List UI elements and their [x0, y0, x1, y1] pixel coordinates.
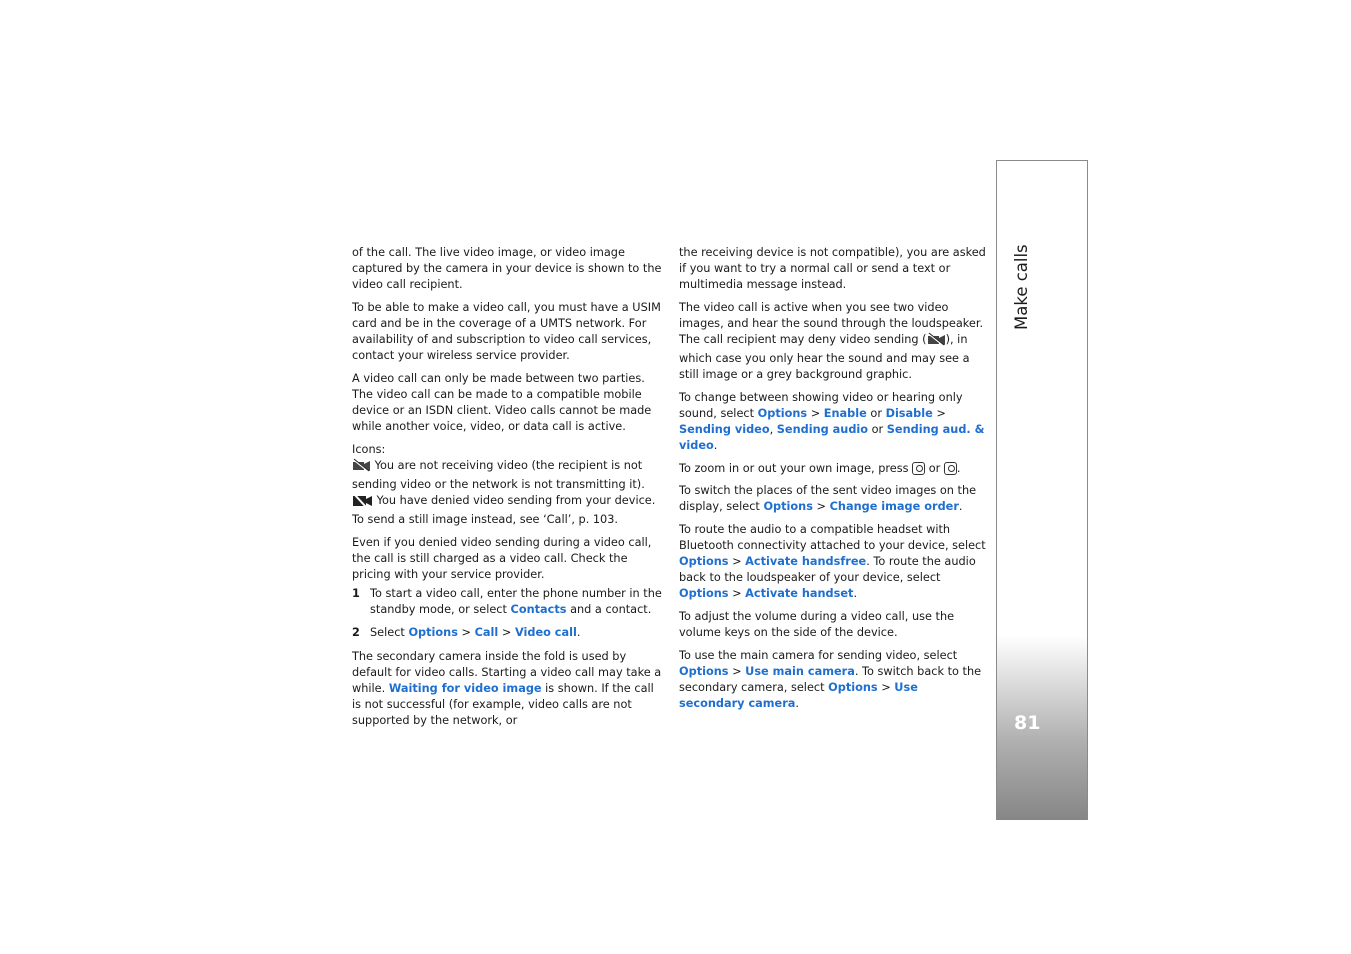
separator: > — [812, 500, 830, 514]
paragraph: To adjust the volume during a video call, use the volume keys on the side of the device. — [679, 609, 955, 639]
use-secondary-camera-link: Use secondary camera — [679, 680, 918, 710]
text: is shown. If the call is not successful (for example, video calls are not supported by the network, or — [352, 682, 654, 728]
activate-handset-link: Activate handset — [745, 587, 854, 601]
punctuation: . — [713, 439, 718, 453]
video-not-received-icon — [927, 332, 946, 351]
use-main-camera-link: Use main camera — [745, 664, 855, 678]
step-text: Select — [370, 625, 409, 639]
paragraph — [352, 649, 662, 729]
options-link: Options — [828, 680, 878, 694]
video-sending-denied-icon — [352, 494, 373, 512]
options-link: Options — [679, 587, 729, 601]
separator: > — [807, 406, 824, 420]
punctuation: . — [576, 625, 581, 639]
list-item — [352, 625, 662, 641]
separator: or — [868, 422, 887, 436]
paragraph — [679, 461, 987, 477]
list-item — [352, 586, 662, 618]
section-title: Make calls — [1012, 244, 1031, 330]
icons-heading: Icons: — [352, 442, 386, 456]
paragraph: the receiving device is not compatible), you are asked if you want to try a normal call or send a text or multimedia message instead. — [679, 246, 986, 292]
separator: > — [728, 587, 746, 601]
separator: or — [866, 406, 886, 420]
paragraph — [679, 483, 987, 515]
text: To change between showing video or hearing only sound, select — [679, 390, 963, 420]
enable-link: Enable — [823, 406, 867, 420]
waiting-for-video-image-link: Waiting for video image — [388, 682, 542, 696]
step-text: and a contact. — [566, 603, 652, 617]
step-number: 1 — [352, 587, 360, 601]
step-number: 2 — [352, 625, 360, 639]
sending-aud-and-video-link: Sending aud. & video — [679, 422, 985, 453]
paragraph — [679, 300, 987, 383]
paragraph: of the call. The live video image, or video image captured by the camera in your device is shown to the video call recipient. — [352, 246, 662, 292]
steps-list — [352, 586, 662, 641]
text: The secondary camera inside the fold is used by default for video calls. Starting a video call may take a while. — [352, 650, 662, 696]
paragraph: Even if you denied video sending during a video call, the call is still charged as a video call. Check the pricing with your service provider. — [352, 535, 652, 581]
punctuation: . — [958, 500, 963, 514]
text: ), in which case you only hear the sound and may see a still image or a grey background graphic. — [679, 332, 970, 382]
separator: > — [728, 664, 746, 678]
text: To use the main camera for sending video, select — [679, 648, 958, 662]
zoom-out-key-icon — [944, 462, 957, 475]
icons-section — [352, 442, 662, 528]
separator: , — [769, 422, 777, 436]
options-link: Options — [757, 406, 808, 420]
activate-handsfree-link: Activate handsfree — [745, 555, 867, 569]
paragraph: A video call can only be made between two parties. The video call can be made to a compatible mobile device or an ISDN client. Video calls cannot be made while another voice, video, or data call is active. — [352, 371, 652, 433]
separator: > — [932, 406, 946, 420]
sending-audio-link: Sending audio — [776, 422, 869, 436]
icon-description: You have denied video sending from your device. To send a still image instead, see ‘Call’, p. 103. — [352, 493, 656, 526]
options-link: Options — [408, 625, 458, 639]
text: To zoom in or out your own image, press — [679, 461, 913, 475]
call-link: Call — [474, 625, 499, 639]
page-number: 81 — [1014, 712, 1041, 734]
text: The video call is active when you see two video images, and hear the sound through the loudspeaker. The call recipient may deny video sending ( — [679, 300, 984, 346]
step-text: To start a video call, enter the phone number in the standby mode, or select — [370, 587, 662, 617]
options-link: Options — [679, 555, 729, 569]
left-column — [352, 245, 662, 736]
separator: > — [877, 680, 895, 694]
options-link: Options — [679, 664, 729, 678]
paragraph — [679, 522, 987, 602]
punctuation: . — [956, 461, 961, 475]
disable-link: Disable — [885, 406, 933, 420]
video-not-received-icon — [352, 458, 371, 477]
paragraph — [679, 390, 987, 454]
text: . To switch back to the secondary camera, select — [679, 664, 982, 694]
paragraph: To be able to make a video call, you must have a USIM card and be in the coverage of a UMTS network. For availability of and subscription to video call services, contact your wireless service provider. — [352, 300, 661, 363]
right-column — [679, 245, 987, 718]
text: To route the audio to a compatible headset with Bluetooth connectivity attached to your device, select — [679, 522, 986, 552]
text: or — [925, 461, 944, 475]
separator: > — [498, 625, 515, 639]
options-link: Options — [763, 500, 813, 514]
icon-description: You are not receiving video (the recipient is not sending video or the network is not transmitting it). — [352, 458, 645, 491]
punctuation: . — [853, 587, 858, 601]
change-image-order-link: Change image order — [829, 500, 959, 514]
sending-video-link: Sending video — [679, 422, 770, 436]
separator: > — [457, 625, 475, 639]
zoom-in-key-icon — [912, 462, 925, 475]
text: To switch the places of the sent video images on the display, select — [679, 484, 977, 514]
contacts-link: Contacts — [510, 603, 567, 617]
chapter-side-tab — [996, 160, 1088, 820]
punctuation: . — [795, 696, 800, 710]
paragraph — [679, 648, 987, 712]
separator: > — [728, 555, 746, 569]
video-call-link: Video call — [514, 625, 577, 639]
text: . To route the audio back to the loudspeaker of your device, select — [679, 555, 976, 585]
